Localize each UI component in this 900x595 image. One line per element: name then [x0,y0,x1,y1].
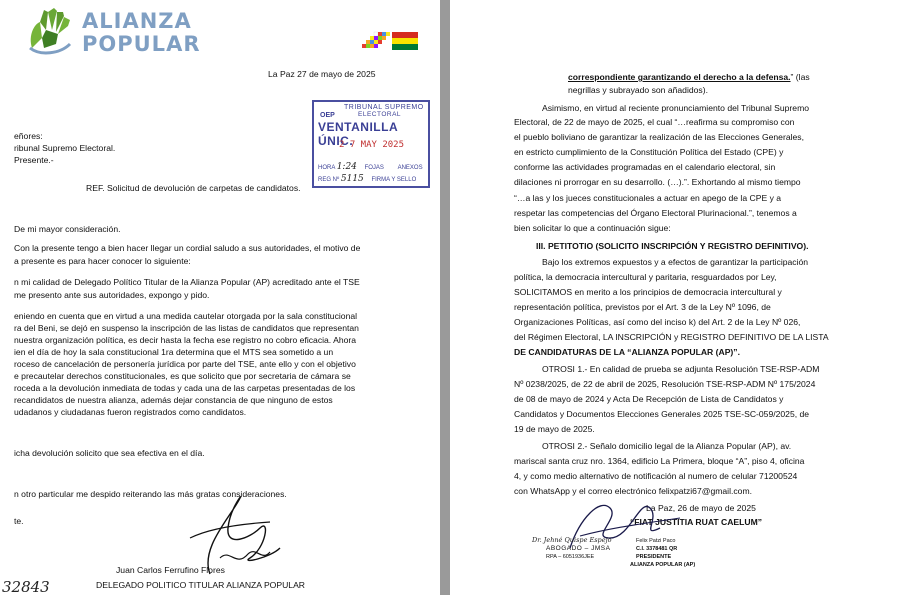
r-p2-line2: política, la democracia intercultural y paritaria, resguardados por Ley, [514,272,777,282]
wiphala-bolivia-flags-icon [362,30,418,54]
r-p1-line5: conforme las actividades programadas en el calendario electoral, sin [514,162,776,172]
reception-stamp [312,100,430,188]
p2-line2: me presento ante sus autoridades, expongo y pido. [14,290,210,300]
r-line1-tail: ” (las [790,72,810,82]
r-p1-line9: bien solicitar lo que a continuación sigue: [514,223,671,233]
president-line3: PRESIDENTE [636,554,672,560]
r-p1-line7: “…a las y los jueces constitucionales a actuar en apego de la CPE y a [514,193,782,203]
stamp-hora-row: HORA 1:24 FOJAS ANEXOS [318,162,423,172]
stamp-date: 2 7 MAY 2025 [339,140,405,150]
r-line1-emphasis: correspondiente garantizando el derecho a la defensa. [568,72,791,82]
addressee-line1: eñores: [14,131,43,141]
r-date: La Paz, 26 de mayo de 2025 [646,503,756,513]
stamp-title: VENTANILLA ÚNIC. [318,120,398,148]
otrosi2-line3: 4, y como medio alternativo de notificación al numero de celular 71200524 [514,471,798,481]
otrosi1-line1: OTROSI 1.- En calidad de prueba se adjunta Resolución TSE-RSP-ADM [542,364,820,374]
stamp-line1: TRIBUNAL SUPREMO [344,104,424,111]
p3-line5: roceso de cancelación de personería jurídica por parte del TSE, ante ello y con el objetivo [14,359,356,369]
otrosi1-line5: 19 de mayo de 2025. [514,424,595,434]
stamp-reg-row: REG Nº 5115 FIRMA Y SELLO [318,174,417,184]
p3-line1: eniendo en cuenta que en virtud a una medida cautelar otorgada por la sala constitucional [14,311,358,321]
r-p1-line3: el pueblo boliviano de garantizar la realización de las Elecciones Generales, [514,132,804,142]
letter-date: La Paz 27 de mayo de 2025 [268,69,376,79]
r-p2-line3: SOLICITAMOS en merito a los principios de democracia intercultural y [514,287,782,297]
p3-line4: ien el día de hoy la sala constitucional 1ra determina que el MTS sea sometido a un [14,347,334,357]
addressee-line3: Presente.- [14,155,54,165]
p5: n otro particular me despido reiterando las más gratas consideraciones. [14,489,287,499]
p3-line7: roceda a la devolución inmediata de todas y cada una de las carpetas presentadas de los [14,383,356,393]
r-line1 [568,71,810,83]
r-p2-line5: Organizaciones Políticas, así como del inciso k) del Art. 2 de la Ley Nº 026, [514,317,801,327]
otrosi1-line4: Candidatos y Documentos Elecciones Generales 2025 TSE-SC-059/2025, de [514,409,810,419]
p3-line8: recandidatos de nuestra alianza, además dejar constancia de que ninguno de estos [14,395,333,405]
lawyer-stamp-line2: ABOGADO – JMSA [546,545,611,552]
signer-name: Juan Carlos Ferrufino Flores [116,565,225,575]
r-p2-line6: del Régimen Electoral, LA INSCRIPCIÓN y REGISTRO DEFINITIVO DE LA LISTA [514,332,829,342]
page-number: 32843 [2,578,50,595]
p3-line9: udadanos y ciudadanas fueron registrados como candidatos. [14,407,247,417]
otrosi1-line2: Nº 0238/2025, de 22 de abril de 2025, Resolución TSE-RSP-ADM Nº 175/2024 [514,379,816,389]
addressee-line2: ribunal Supremo Electoral. [14,143,116,153]
otrosi2-line2: mariscal santa cruz nro. 1364, edificio La Primera, bloque “A”, piso 4, oficina [514,456,805,466]
otrosi1-line3: de 08 de mayo de 2024 y Acta De Recepción de Lista de Candidatos y [514,394,784,404]
p2-line1: n mi calidad de Delegado Político Titular de la Alianza Popular (AP) acreditado ante el TSE [14,277,360,287]
petition-heading: III. PETITOTIO (SOLICITO INSCRIPCIÓN Y REGISTRO DEFINITIVO). [536,241,809,251]
r-line2: negrillas y subrayado son añadidos). [568,85,708,95]
r-p1-line8: respetar las competencias del Órgano Electoral Plurinacional.”, tenemos a [514,208,797,218]
r-p2-line4: representación política, previstos por el Art. 3 de la Ley Nº 1096, de [514,302,771,312]
president-line4: ALIANZA POPULAR (AP) [630,562,696,568]
logo-line1: ALIANZA [82,9,192,33]
r-p1-line6: dilaciones ni prorrogar en su desarrollo. (…).”. Exhortando al mismo tiempo [514,177,801,187]
reference-line: REF. Solicitud de devolución de carpetas de candidatos. [86,183,301,193]
p3-line6: e precautelar derechos constitucionales, es que solicito que por secretaria de cámara se [14,371,351,381]
alianza-popular-logo-text [82,10,201,56]
alianza-popular-logo-icon [26,8,74,56]
r-p1-line1: Asimismo, en virtud al reciente pronunciamiento del Tribunal Supremo [542,103,810,113]
p3-line2: ra del Beni, se dejó en suspenso la inscripción de las listas de candidatos que representan [14,323,359,333]
president-line2: C.I. 3378481 QR [636,546,678,552]
r-p2-line1: Bajo los extremos expuestos y a efectos de garantizar la participación [542,257,809,267]
closing: te. [14,516,24,526]
motto: “FIAT JUSTITIA RUAT CAELUM” [630,517,763,527]
r-p1-line2: Electoral, de 22 de mayo de 2025, el cual “…reafirma su compromiso con [514,117,795,127]
greeting: De mi mayor consideración. [14,224,121,234]
lawyer-stamp-line1: Dr. Jehné Quispe Espejo [532,536,612,544]
president-line1: Felix Patzi Paco [636,538,676,544]
r-p1-line4: en estricto cumplimiento de la Constitución Política del Estado (CPE) y [514,147,784,157]
stamp-line2: ELECTORAL [358,111,402,118]
lawyer-stamp-line3: RPA – 6051936JEE [546,554,595,560]
p1-line1: Con la presente tengo a bien hacer llegar un cordial saludo a sus autoridades, el motivo de [14,243,361,253]
p1-line2: a presente es para hacer conocer lo siguiente: [14,256,191,266]
letter-page-left [0,0,440,595]
p3-line3: nuestra organización política, es decir hasta la fecha ese registro no cobro eficacia. Ahora [14,335,357,345]
signer-title: DELEGADO POLITICO TITULAR ALIANZA POPULAR [96,580,306,590]
p4: icha devolución solicito que sea efectiva en el día. [14,448,205,458]
otrosi2-line1: OTROSI 2.- Señalo domicilio legal de la Alianza Popular (AP), av. [542,441,792,451]
r-p2-line7: DE CANDIDATURAS DE LA “ALIANZA POPULAR (AP)”. [514,347,740,357]
logo-line2: POPULAR [82,32,201,56]
otrosi2-line4: con WhatsApp y el correo electrónico felixpatzi67@gmail.com. [514,486,752,496]
letter-page-right [450,0,900,595]
stamp-oep: OEP [320,112,335,119]
